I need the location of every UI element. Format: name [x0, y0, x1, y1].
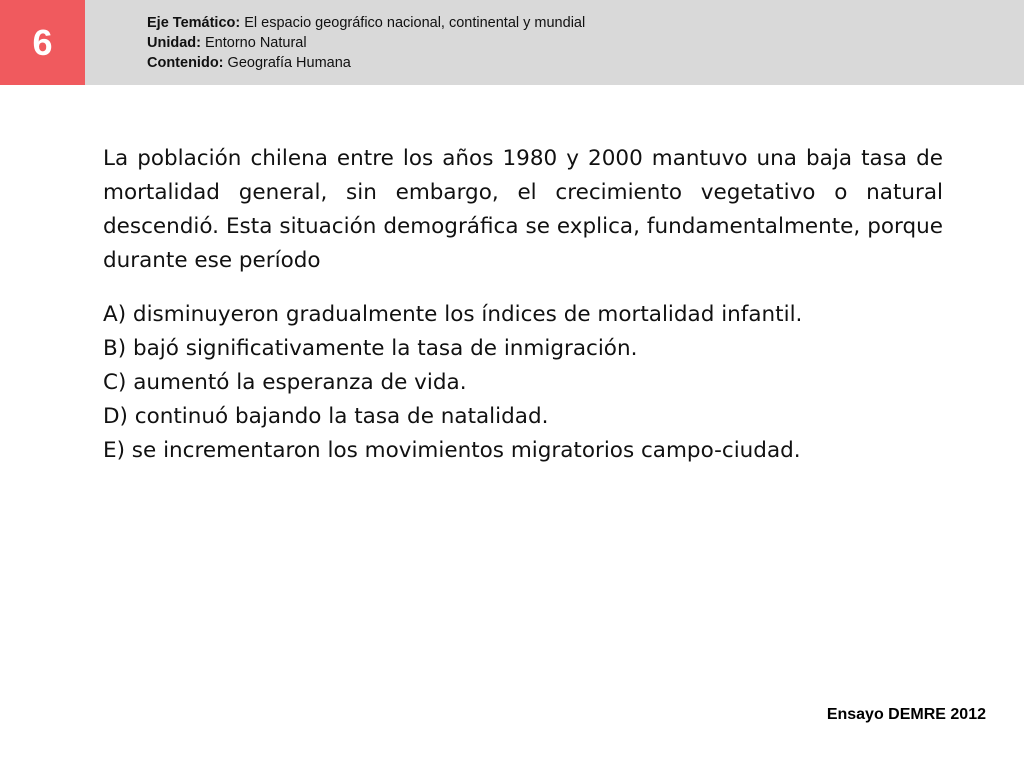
header-bar [0, 0, 1024, 85]
question-block [103, 142, 943, 468]
question-number-badge [0, 0, 85, 85]
question-stem: La población chilena entre los años 1980 y 2000 mantuvo una baja tasa de mortalidad general, sin embargo, el crecimiento vegetativo o natural descendió. Esta situación demográfica se explica, fundamentalmente, porque durante ese período [103, 146, 943, 273]
question-number: 6 [32, 21, 53, 63]
unidad-line [147, 33, 585, 53]
eje-line [147, 13, 585, 33]
option-e: E) se incrementaron los movimientos migratorios campo-ciudad. [103, 438, 801, 463]
option-d: D) continuó bajando la tasa de natalidad. [103, 404, 549, 429]
source-footer: Ensayo DEMRE 2012 [826, 706, 986, 723]
eje-label: Eje Temático: [147, 15, 241, 31]
contenido-value: Geografía Humana [227, 55, 351, 71]
eje-value: El espacio geográfico nacional, continental y mundial [244, 15, 586, 31]
unidad-value: Entorno Natural [205, 35, 307, 51]
option-b: B) bajó significativamente la tasa de inmigración. [103, 336, 638, 361]
contenido-line [147, 53, 585, 73]
option-a: A) disminuyeron gradualmente los índices de mortalidad infantil. [103, 302, 803, 327]
unidad-label: Unidad: [147, 35, 201, 51]
option-c: C) aumentó la esperanza de vida. [103, 370, 467, 395]
topic-meta [147, 13, 585, 73]
contenido-label: Contenido: [147, 55, 224, 71]
